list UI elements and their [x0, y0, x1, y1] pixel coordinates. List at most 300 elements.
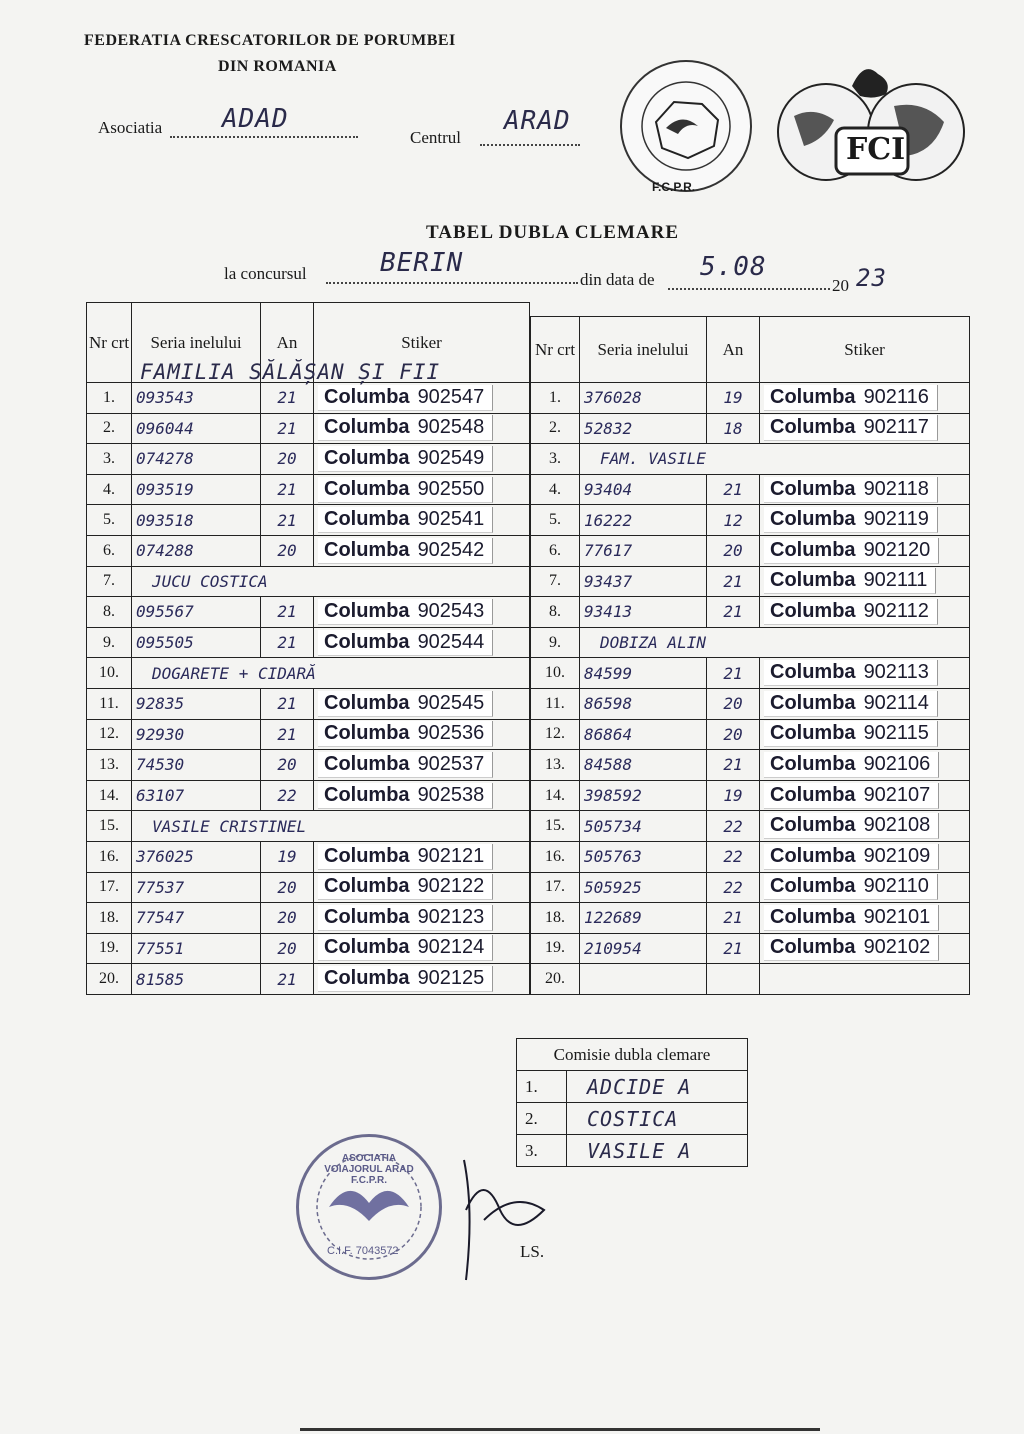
- table-row: [531, 383, 970, 414]
- asociatia-field[interactable]: [170, 104, 358, 138]
- sticker-number: 902536: [417, 722, 485, 745]
- sticker-brand: Columba: [770, 477, 856, 500]
- row-sticker-cell: [760, 811, 970, 842]
- table-row: [531, 444, 970, 475]
- row-an: 21: [261, 383, 314, 414]
- row-nr: 4.: [531, 474, 580, 505]
- sticker-number: 902120: [863, 538, 931, 561]
- commission-nr: 2.: [517, 1103, 567, 1135]
- row-nr: 7.: [87, 566, 132, 597]
- table-row: [531, 750, 970, 781]
- sticker-label: [318, 721, 493, 747]
- sticker-label: [318, 599, 493, 625]
- row-sticker-cell: [760, 872, 970, 903]
- sticker-brand: Columba: [324, 477, 410, 500]
- row-nr: 12.: [87, 719, 132, 750]
- row-sticker-cell: [314, 903, 530, 934]
- sticker-brand: Columba: [770, 722, 856, 745]
- row-an: 21: [261, 964, 314, 995]
- row-nr: 3.: [87, 444, 132, 475]
- row-sticker-cell: [314, 474, 530, 505]
- sticker-brand: Columba: [324, 967, 410, 990]
- commission-nr: 3.: [517, 1135, 567, 1167]
- sticker-brand: Columba: [770, 844, 856, 867]
- stamp-cif: C.I.F. 7043572: [327, 1245, 399, 1257]
- sticker-label: [318, 783, 493, 809]
- row-seria: 074288: [132, 535, 261, 566]
- row-owner-name: VASILE CRISTINEL: [132, 811, 530, 842]
- table-row: [87, 535, 530, 566]
- date-field[interactable]: [668, 252, 830, 290]
- row-nr: 9.: [87, 627, 132, 658]
- right-table-body: [531, 383, 970, 995]
- row-sticker-cell: [314, 780, 530, 811]
- sticker-number: 902537: [417, 752, 485, 775]
- stamp-text: ASOCIATIA VOIAJORUL ARAD F.C.P.R.: [324, 1153, 414, 1186]
- sticker-number: 902541: [417, 508, 485, 531]
- row-nr: 20.: [87, 964, 132, 995]
- row-sticker-cell: [314, 597, 530, 628]
- col-nr: Nr crt: [87, 303, 132, 383]
- row-seria: 84588: [580, 750, 707, 781]
- row-sticker-cell: [760, 474, 970, 505]
- sticker-label: [318, 874, 493, 900]
- row-seria: 84599: [580, 658, 707, 689]
- commission-signature: VASILE A: [567, 1135, 748, 1167]
- row-sticker-cell: [314, 841, 530, 872]
- sticker-brand: Columba: [770, 936, 856, 959]
- row-sticker-cell: [314, 535, 530, 566]
- sticker-brand: Columba: [324, 783, 410, 806]
- sticker-number: 902101: [863, 905, 931, 928]
- fcpr-logo-abbr: F.C.P.R.: [652, 180, 696, 194]
- sticker-brand: Columba: [770, 385, 856, 408]
- table-row: [87, 688, 530, 719]
- row-sticker-cell: [760, 903, 970, 934]
- sticker-label: [764, 813, 939, 839]
- sticker-label: [318, 966, 493, 992]
- sticker-label: [764, 415, 938, 441]
- table-row: [87, 413, 530, 444]
- table-row: [87, 627, 530, 658]
- sticker-label: [318, 507, 493, 533]
- row-seria: [580, 964, 707, 995]
- row-nr: 8.: [531, 597, 580, 628]
- sticker-brand: Columba: [770, 752, 856, 775]
- sticker-number: 902548: [417, 416, 485, 439]
- row-sticker-cell: [314, 933, 530, 964]
- sticker-label: [318, 691, 493, 717]
- row-an: 21: [261, 505, 314, 536]
- table-row: [531, 964, 970, 995]
- row-sticker-cell: [314, 964, 530, 995]
- contest-label: la concursul: [224, 264, 307, 283]
- row-nr: 17.: [531, 872, 580, 903]
- row-an: 21: [261, 597, 314, 628]
- row-nr: 15.: [87, 811, 132, 842]
- sticker-brand: Columba: [324, 538, 410, 561]
- fci-logo: [774, 56, 970, 188]
- sticker-number: 902119: [863, 508, 929, 531]
- row-nr: 19.: [87, 933, 132, 964]
- sticker-label: [764, 844, 939, 870]
- row-nr: 18.: [531, 903, 580, 934]
- row-sticker-cell: [760, 780, 970, 811]
- sticker-label: [318, 905, 493, 931]
- sticker-number: 902123: [417, 905, 485, 928]
- row-nr: 17.: [87, 872, 132, 903]
- row-an: 21: [261, 474, 314, 505]
- fcpr-logo-graphic: [622, 62, 750, 190]
- row-owner-name: FAM. VASILE: [580, 444, 970, 475]
- row-sticker-cell: [760, 383, 970, 414]
- row-an: 19: [707, 383, 760, 414]
- year-suffix: 23: [856, 264, 887, 292]
- date-value: 5.08: [700, 252, 767, 282]
- sticker-brand: Columba: [324, 844, 410, 867]
- sticker-brand: Columba: [324, 752, 410, 775]
- sticker-label: [764, 660, 938, 686]
- sticker-label: [764, 752, 939, 778]
- row-an: 22: [261, 780, 314, 811]
- sticker-number: 902543: [417, 599, 485, 622]
- fcpr-logo: [620, 60, 752, 192]
- sticker-label: [318, 538, 493, 564]
- row-seria: 074278: [132, 444, 261, 475]
- row-nr: 14.: [87, 780, 132, 811]
- fci-logo-graphic: [774, 56, 970, 188]
- row-an: 20: [261, 750, 314, 781]
- row-an: 20: [261, 903, 314, 934]
- row-an: [707, 964, 760, 995]
- row-sticker-cell: [314, 505, 530, 536]
- sticker-brand: Columba: [324, 599, 410, 622]
- row-nr: 1.: [87, 383, 132, 414]
- sticker-number: 902109: [863, 844, 931, 867]
- row-seria: 096044: [132, 413, 261, 444]
- table-row: [87, 780, 530, 811]
- row-sticker-cell: [314, 627, 530, 658]
- table-row: [87, 658, 530, 689]
- row-owner-name: DOGARETE + CIDARĂ: [132, 658, 530, 689]
- row-nr: 1.: [531, 383, 580, 414]
- row-sticker-cell: [314, 413, 530, 444]
- row-an: 20: [261, 933, 314, 964]
- table-row: [531, 933, 970, 964]
- table-row: [87, 872, 530, 903]
- sticker-number: 902124: [417, 936, 485, 959]
- sticker-brand: Columba: [324, 875, 410, 898]
- row-nr: 10.: [531, 658, 580, 689]
- row-an: 20: [261, 872, 314, 903]
- row-seria: 77617: [580, 535, 707, 566]
- sticker-brand: Columba: [324, 385, 410, 408]
- page-edge-line: [300, 1428, 820, 1431]
- row-an: 22: [707, 872, 760, 903]
- row-nr: 13.: [531, 750, 580, 781]
- row-sticker-cell: [760, 535, 970, 566]
- table-row: [531, 413, 970, 444]
- sticker-brand: Columba: [324, 722, 410, 745]
- sticker-number: 902122: [417, 875, 485, 898]
- row-seria: 93404: [580, 474, 707, 505]
- row-seria: 86864: [580, 719, 707, 750]
- sticker-number: 902116: [863, 385, 929, 408]
- sticker-brand: Columba: [324, 905, 410, 928]
- table-row: [87, 444, 530, 475]
- table-row: [531, 658, 970, 689]
- sticker-number: 902111: [863, 569, 928, 592]
- sticker-label: [764, 905, 939, 931]
- sticker-label: [764, 599, 938, 625]
- sticker-number: 902550: [417, 477, 485, 500]
- table-row: [531, 719, 970, 750]
- row-nr: 18.: [87, 903, 132, 934]
- centrul-field[interactable]: [480, 106, 580, 146]
- row-an: 20: [707, 535, 760, 566]
- row-an: 19: [261, 841, 314, 872]
- row-sticker-cell: [760, 597, 970, 628]
- row-nr: 2.: [87, 413, 132, 444]
- row-an: 22: [707, 841, 760, 872]
- row-sticker-cell: [760, 750, 970, 781]
- row-an: 22: [707, 811, 760, 842]
- year-prefix: 20: [832, 276, 849, 295]
- sticker-label: [764, 538, 939, 564]
- row-nr: 5.: [87, 505, 132, 536]
- contest-value: BERIN: [380, 248, 464, 278]
- table-row: [531, 627, 970, 658]
- sticker-brand: Columba: [770, 569, 856, 592]
- sticker-brand: Columba: [324, 446, 410, 469]
- sticker-label: [318, 752, 493, 778]
- signature: [444, 1150, 554, 1290]
- row-seria: 77551: [132, 933, 261, 964]
- federation-title-line1: FEDERATIA CRESCATORILOR DE PORUMBEI: [84, 32, 456, 49]
- row-nr: 11.: [531, 688, 580, 719]
- row-sticker-cell: [760, 719, 970, 750]
- row-sticker-cell: [314, 688, 530, 719]
- sticker-brand: Columba: [770, 691, 856, 714]
- row-seria: 505734: [580, 811, 707, 842]
- row-nr: 20.: [531, 964, 580, 995]
- table-row: [531, 505, 970, 536]
- table-row: [87, 933, 530, 964]
- sticker-number: 902542: [417, 538, 485, 561]
- row-nr: 12.: [531, 719, 580, 750]
- row-sticker-cell: [760, 688, 970, 719]
- sticker-number: 902117: [863, 416, 929, 439]
- sticker-label: [764, 874, 938, 900]
- row-sticker-cell: [760, 964, 970, 995]
- row-nr: 13.: [87, 750, 132, 781]
- commission-table: [516, 1038, 748, 1167]
- left-table-body: [87, 383, 530, 995]
- row-seria: 92930: [132, 719, 261, 750]
- row-nr: 11.: [87, 688, 132, 719]
- table-row: [531, 535, 970, 566]
- sticker-number: 902112: [863, 599, 929, 622]
- table-row: [531, 811, 970, 842]
- table-row: [87, 505, 530, 536]
- asociatia-label: Asociatia: [98, 118, 163, 137]
- table-row: [87, 964, 530, 995]
- table-row: [531, 780, 970, 811]
- row-sticker-cell: [760, 933, 970, 964]
- row-nr: 7.: [531, 566, 580, 597]
- col-seria: Seria inelului: [132, 303, 261, 383]
- row-sticker-cell: [314, 444, 530, 475]
- contest-field[interactable]: [326, 248, 578, 284]
- row-sticker-cell: [760, 505, 970, 536]
- row-nr: 8.: [87, 597, 132, 628]
- table-row: [87, 841, 530, 872]
- row-an: 12: [707, 505, 760, 536]
- row-nr: 5.: [531, 505, 580, 536]
- row-sticker-cell: [314, 750, 530, 781]
- row-seria: 92835: [132, 688, 261, 719]
- row-sticker-cell: [314, 383, 530, 414]
- sticker-number: 902549: [417, 446, 485, 469]
- sticker-label: [318, 630, 493, 656]
- sticker-label: [318, 477, 493, 503]
- col-seria-right: Seria inelului: [580, 317, 707, 383]
- sticker-brand: Columba: [324, 691, 410, 714]
- sticker-number: 902114: [863, 691, 929, 714]
- commission-signature: ADCIDE A: [567, 1071, 748, 1103]
- sticker-brand: Columba: [324, 630, 410, 653]
- row-an: 21: [261, 413, 314, 444]
- row-seria: 81585: [132, 964, 261, 995]
- row-seria: 77537: [132, 872, 261, 903]
- sticker-number: 902125: [417, 967, 485, 990]
- col-stiker-right: Stiker: [760, 317, 970, 383]
- row-an: 21: [707, 566, 760, 597]
- sticker-number: 902121: [417, 844, 485, 867]
- sticker-label: [764, 507, 938, 533]
- commission-title: Comisie dubla clemare: [517, 1039, 748, 1071]
- row-seria: 93437: [580, 566, 707, 597]
- row-an: 18: [707, 413, 760, 444]
- sticker-number: 902115: [863, 722, 929, 745]
- sticker-brand: Columba: [770, 905, 856, 928]
- row-nr: 6.: [87, 535, 132, 566]
- sticker-number: 902118: [863, 477, 929, 500]
- sticker-brand: Columba: [770, 416, 856, 439]
- sticker-label: [764, 477, 938, 503]
- table-row: [531, 566, 970, 597]
- row-owner-name: JUCU COSTICA: [132, 566, 530, 597]
- sticker-number: 902113: [863, 661, 929, 684]
- row-sticker-cell: [314, 719, 530, 750]
- date-label: din data de: [580, 270, 655, 289]
- row-seria: 505763: [580, 841, 707, 872]
- left-group-label: FAMILIA SĂLĂȘAN ȘI FII: [140, 360, 441, 384]
- table-row: [87, 903, 530, 934]
- sticker-number: 902102: [863, 936, 931, 959]
- sticker-number: 902108: [863, 814, 931, 837]
- table-row: [87, 383, 530, 414]
- commission-nr: 1.: [517, 1071, 567, 1103]
- sticker-label: [764, 691, 938, 717]
- row-an: 21: [707, 903, 760, 934]
- row-seria: 63107: [132, 780, 261, 811]
- row-nr: 2.: [531, 413, 580, 444]
- row-sticker-cell: [760, 658, 970, 689]
- row-seria: 86598: [580, 688, 707, 719]
- row-seria: 77547: [132, 903, 261, 934]
- row-sticker-cell: [760, 413, 970, 444]
- row-seria: 376025: [132, 841, 261, 872]
- centrul-value: ARAD: [504, 106, 571, 136]
- row-nr: 16.: [87, 841, 132, 872]
- sticker-brand: Columba: [770, 508, 856, 531]
- row-seria: 74530: [132, 750, 261, 781]
- sticker-brand: Columba: [770, 599, 856, 622]
- row-seria: 093518: [132, 505, 261, 536]
- row-an: 19: [707, 780, 760, 811]
- row-seria: 095567: [132, 597, 261, 628]
- table-row: [87, 719, 530, 750]
- row-seria: 210954: [580, 933, 707, 964]
- row-an: 21: [261, 719, 314, 750]
- sticker-brand: Columba: [324, 508, 410, 531]
- row-an: 21: [707, 597, 760, 628]
- sticker-brand: Columba: [770, 783, 856, 806]
- document-title: TABEL DUBLA CLEMARE: [426, 222, 680, 243]
- row-seria: 122689: [580, 903, 707, 934]
- sticker-brand: Columba: [770, 875, 856, 898]
- row-nr: 19.: [531, 933, 580, 964]
- right-table: [530, 316, 970, 995]
- sticker-label: [764, 935, 939, 961]
- row-seria: 16222: [580, 505, 707, 536]
- table-row: [531, 474, 970, 505]
- ls-label: LS.: [520, 1242, 545, 1261]
- row-sticker-cell: [314, 872, 530, 903]
- association-stamp: [296, 1134, 442, 1280]
- left-table: [86, 302, 530, 995]
- row-seria: 505925: [580, 872, 707, 903]
- commission-signature: COSTICA: [567, 1103, 748, 1135]
- sticker-brand: Columba: [770, 538, 856, 561]
- sticker-brand: Columba: [770, 814, 856, 837]
- table-row: [87, 750, 530, 781]
- asociatia-value: ADAD: [222, 104, 289, 134]
- row-an: 21: [707, 750, 760, 781]
- table-row: [531, 597, 970, 628]
- sticker-number: 902547: [417, 385, 485, 408]
- centrul-label: Centrul: [410, 128, 461, 147]
- row-nr: 4.: [87, 474, 132, 505]
- sticker-label: [318, 844, 493, 870]
- row-an: 21: [707, 933, 760, 964]
- row-nr: 6.: [531, 535, 580, 566]
- table-row: [531, 872, 970, 903]
- sticker-number: 902107: [863, 783, 931, 806]
- row-owner-name: DOBIZA ALIN: [580, 627, 970, 658]
- row-seria: 095505: [132, 627, 261, 658]
- row-nr: 10.: [87, 658, 132, 689]
- col-stiker: Stiker: [314, 303, 530, 383]
- row-an: 20: [261, 535, 314, 566]
- row-nr: 14.: [531, 780, 580, 811]
- sticker-label: [764, 721, 938, 747]
- fci-logo-text: FCI: [846, 132, 906, 167]
- sticker-label: [318, 385, 493, 411]
- sticker-brand: Columba: [324, 936, 410, 959]
- row-nr: 16.: [531, 841, 580, 872]
